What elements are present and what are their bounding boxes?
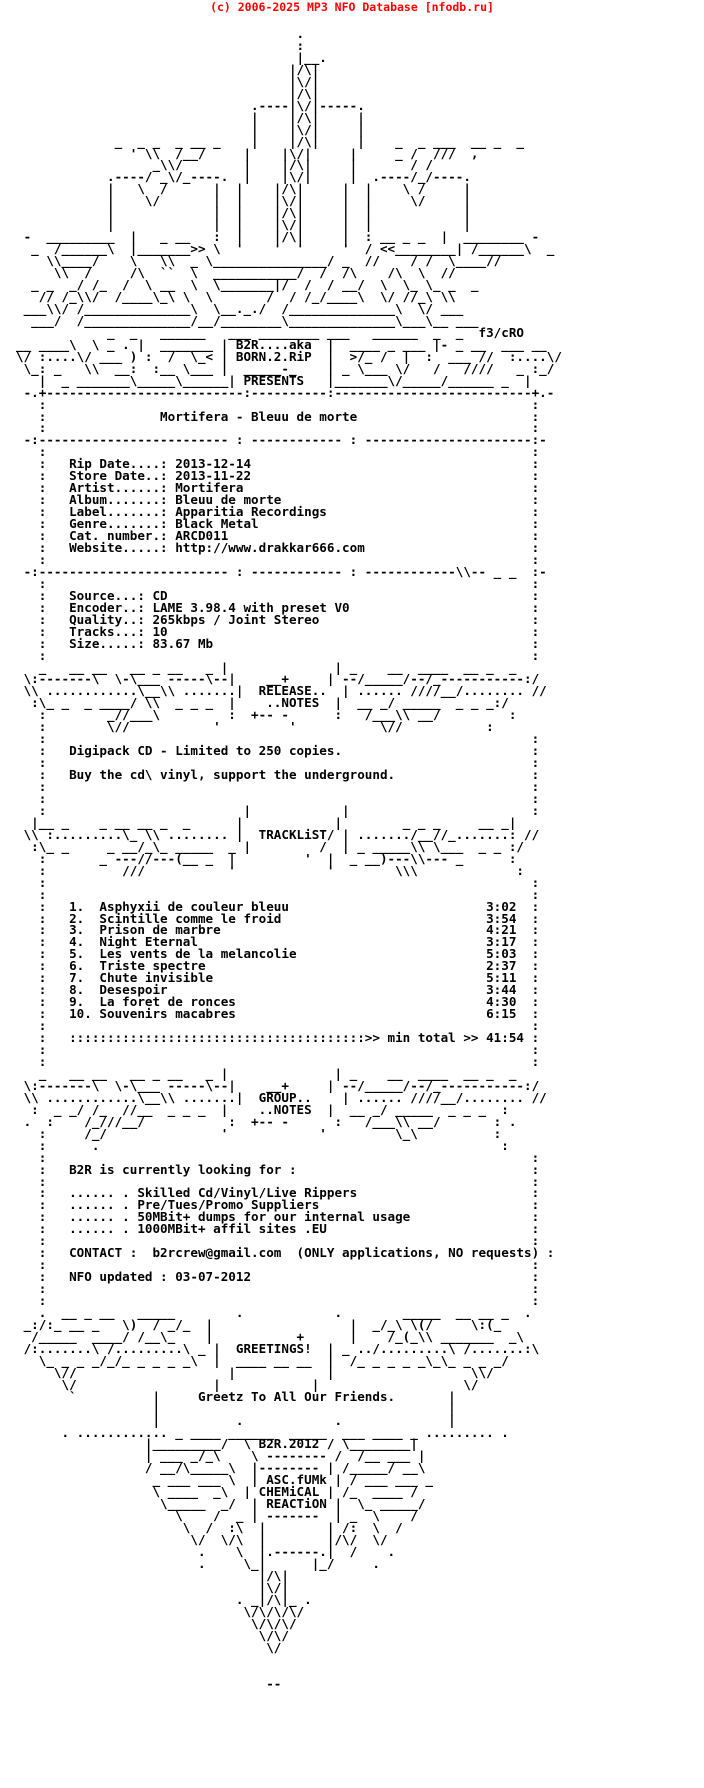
nfodb-copyright-header: (c) 2006-2025 MP3 NFO Database [nfodb.ru] [210, 0, 494, 14]
nfo-ascii-text: . : |__. |/\| |\/| |/\| .----|\/|-----. | |/\| | | |\/| | _ _ _ _ __ _ | |/\| | _ _ ___ __ _ _ ' \\ /__/ | |\/| | _ / /// , _\\/ | |/\| | / / .----/ _\/_----. | |\/| | .----/_/----. | \ / | | |/\| | | \ / | | \/ | | |\/| | | \/ | | | | |/\| | | | | | | |\/| | | | - _________ | _ __ : | |/\| | : __ _ _ | ________ - _ /______\ |_______>> \ ' ' ' ' / <<________| /______\ _ \\____/ \ \\ _ \_______________/ _ // / / \____// \\ / /\ `` \ ___________/ / /\ /\ \ // _ _ _/ /_ / \ __ \ \_______|/ / / __/ \ \_ \_ _ _ // /_\\/ /____\_\ \ \ / / /_/____\ \/ //_\ \\ ___\\/ /______________\ \__._./ /______________\ \/ ___ ___/ /______________/__/________\______________\___\__ ___ _ _ ______ ___ ________ ___ ______ _ _ f3/cRO __ ____\ \ _ . | _______ | B2R....aka | ____ _ ___ |- _ __ ___ __ \/ :....\/ ___ ) : / \_< | BORN.2.RiP | >/_ / | : ___ // :....\/ \_: _ \\ __: :__ \___ | _____-_ | _ \___ \/ / //// _ :_/ | _ _______\_____\______| PRESENTS |_______\/_____/______ _ | -.+--------------------------:----------:--------------------------+.- : : : Mortifera - Bleuu de morte : : : -:------------------------- : ------------ : ----------------------:- : : : Rip Date....: 2013-12-14 : : Store Date..: 2013-11-22 : : Artist......: Mortifera : : Album.......: Bleuu de morte : : Label.......: Apparitia Recordings : : Genre.......: Black Metal : : Cat. number.: ARCD011 : : Website.....: http://www.drakkar666.com : : : -:------------------------- : ------------ : ------------\\-- _ _ :- : : : Source...: CD : : Encoder..: LAME 3.98.4 with preset V0 : : Quality..: 265kbps / Joint Stereo : : Tracks...: 10 : : Size.....: 83.67 Mb : : : _ __ __ __ _ __ _ | | _ __ ____ __ _ _ \:-------\ \-\___ -----\--| __+ | --/_____/--/_-----------:/ \\ ............\__\\ .......| RELEASE.. | ...... ////__/........ // :\_ _ _ ____/ \\ _ _ _ | ..NOTES | __ _/ _____ _ _ _:/ : _//___\ : +-- - : /___\\ __/ : : \// ' ' \// : : : : Digipack CD - Limited to 250 copies. : : : : Buy the cd\ vinyl, support the underground. : : : : : : | | : |__ _ _ __ __ _ _ | | _ _ _ __ _| \\ :.........\_ \\ ........ | TRACKLiST/ | ......./__//_.......: // :\_ _ _ __/_\_ _____ _ | / | _ _____\\ \___ _ _ :/ : _ ---//---(__ _ | ' | _ __)---\\--- _ : : /// ' ' \\\ : : : : : : 1. Asphyxii de couleur bleuu 3:02 : : 2. Scintille comme le froid 3:54 : : 3. Prison de marbre 4:21 : : 4. Night Eternal 3:17 : : 5. Les vents de la melancolie 5:03 : : 6. Triste spectre 2:37 : : 7. Chute invisible 5:11 : : 8. Desespoir 3:44 : : 9. La foret de ronces 4:30 : : 10. Souvenirs macabres 6:15 : : : : :::::::::::::::::::::::::::::::::::::::>> min total >> 41:54 : : : : : _ __ __ __ _ __ _ | | _ __ ____ __ _ _ \:-------\ \-\___ -----\--| __+ | --/_____/--/_-----------:/ \\ ............\__\\ .......| GROUP.. | ...... ////__/........ // : _ _/ /_ //__ _ _ _ | ..NOTES | __ _/ _____ _ _ _ : . : /_///__/ : +-- - : /___\\ __/ : . : /_/ ' ' \_\ : : . : : : : B2R is currently looking for : : : : : ...... . Skilled Cd/Vinyl/Live Rippers : : ...... . Pre/Tues/Promo Suppliers : : ...... . 50MBit+ dumps for our internal usage : : ...... . 1000MBit+ affil sites .EU : : : : CONTACT : b2rcrew@gmail.com (ONLY applications, NO requests) : : : : NFO updated : 03-07-2012 : : : : : . __ _ __ _____ . . _____ __ __ _ . _:/:_ __ _ \) / _/_ | | _/_\ \(/ \:(_ /_____ ____/ /__\_ | + | /_(_\\ _______ _\ /:.......\ /.........\ _ | GREETINGS! | _ ../.........\ /.......:\ \_ _ _ _/_/_ _ _ _ _\ | ____ __ __ | /_ _ _ _ _\_\_ _ _ _/ \// | | \\/ \/ | | \/ ` | Greetz To All Our Friends. | | | | . . | . ............ _ ____ ______ _____ ___ ____ _ ......... . |_________/ \ B2R.2012 / \________| | ___ _/_\ \ -------- / /__ ___ | / __/\_____\ |-------- | /_____/ __\ _ ___ ___ \ | ASC.fUMk | / ___ ___ _ \ ____ _\ | CHEMiCAL | /_ ____ / \_____ _/ | REACTiON | \_ _____/ \ / _ | ------- | _ \ / \ / :\ | | /: \ / \/ \/\ | |/\/ \/ . \ |.------.| / . . \_| |_/ . |/\| |\/| . _|/\|_ . \/\/\/\/ \/\/\/ \/\/ \/ -- [16, 26, 562, 1691]
